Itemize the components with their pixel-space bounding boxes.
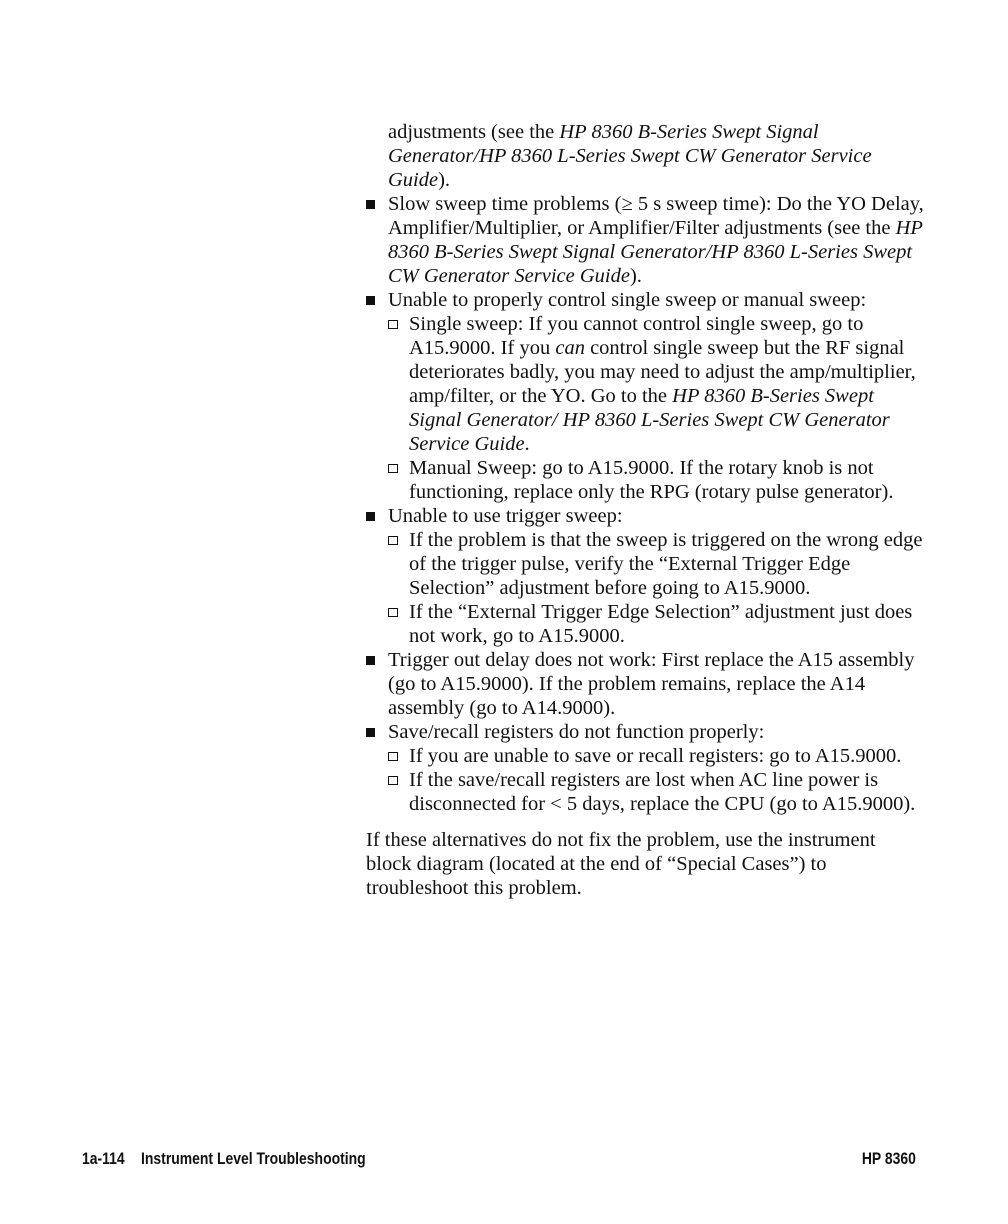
sub-item-trigger-edge: If the problem is that the sweep is triggered on the wrong edge of the trigger pulse, verify the “External Trigger Edge Selection” adjustment before going to A15.9000. bbox=[366, 528, 926, 600]
bullet-trigger-sweep: Unable to use trigger sweep: bbox=[366, 504, 926, 528]
page-number: 1a-114 bbox=[82, 1149, 125, 1168]
page-footer-left bbox=[82, 1147, 366, 1171]
sub-item-trigger-adjustment: If the “External Trigger Edge Selection” adjustment just does not work, go to A15.9000. bbox=[366, 600, 926, 648]
bullet-trigger-out-delay: Trigger out delay does not work: First replace the A15 assembly (go to A15.9000). If the problem remains, replace the A14 assembly (go to A14.9000). bbox=[366, 648, 926, 720]
checkbox-bullet-icon bbox=[388, 776, 398, 785]
section-title: Instrument Level Troubleshooting bbox=[141, 1149, 366, 1168]
bullet-slow-sweep: Slow sweep time problems (≥ 5 s sweep time): Do the YO Delay, Amplifier/Multiplier, or Amplifier/Filter adjustments (see the HP 8360 B-Series Swept Signal Generator/HP 8360 L-Series Swept CW Generator Service Guide). bbox=[366, 192, 926, 288]
square-bullet-icon bbox=[366, 200, 375, 209]
checkbox-bullet-icon bbox=[388, 464, 398, 473]
product-name: HP 8360 bbox=[861, 1149, 916, 1168]
closing-paragraph: If these alternatives do not fix the problem, use the instrument block diagram (located at the end of “Special Cases”) to troubleshoot this problem. bbox=[366, 829, 876, 899]
checkbox-bullet-icon bbox=[388, 536, 398, 545]
page-body bbox=[366, 120, 926, 900]
bullet-save-recall: Save/recall registers do not function properly: bbox=[366, 720, 926, 744]
checkbox-bullet-icon bbox=[388, 320, 398, 329]
square-bullet-icon bbox=[366, 512, 375, 521]
sub-item-save-recall: If you are unable to save or recall registers: go to A15.9000. bbox=[366, 744, 926, 768]
square-bullet-icon bbox=[366, 656, 375, 665]
intro-paragraph: adjustments (see the HP 8360 B-Series Swept Signal Generator/HP 8360 L-Series Swept CW Generator Service Guide). bbox=[388, 121, 872, 191]
checkbox-bullet-icon bbox=[388, 608, 398, 617]
sub-item-registers-lost: If the save/recall registers are lost when AC line power is disconnected for < 5 days, replace the CPU (go to A15.9000). bbox=[366, 768, 926, 816]
square-bullet-icon bbox=[366, 296, 375, 305]
bullet-single-manual-sweep: Unable to properly control single sweep or manual sweep: bbox=[366, 288, 926, 312]
checkbox-bullet-icon bbox=[388, 752, 398, 761]
sub-item-single-sweep: Single sweep: If you cannot control single sweep, go to A15.9000. If you can control single sweep but the RF signal deteriorates badly, you may need to adjust the amp/multiplier, amp/filter, or the YO. Go to the HP 8360 B-Series Swept Signal Generator/ HP 8360 L-Series Swept CW Generator Service Guide. bbox=[366, 312, 926, 456]
square-bullet-icon bbox=[366, 728, 375, 737]
sub-item-manual-sweep: Manual Sweep: go to A15.9000. If the rotary knob is not functioning, replace only the RPG (rotary pulse generator). bbox=[366, 456, 926, 504]
